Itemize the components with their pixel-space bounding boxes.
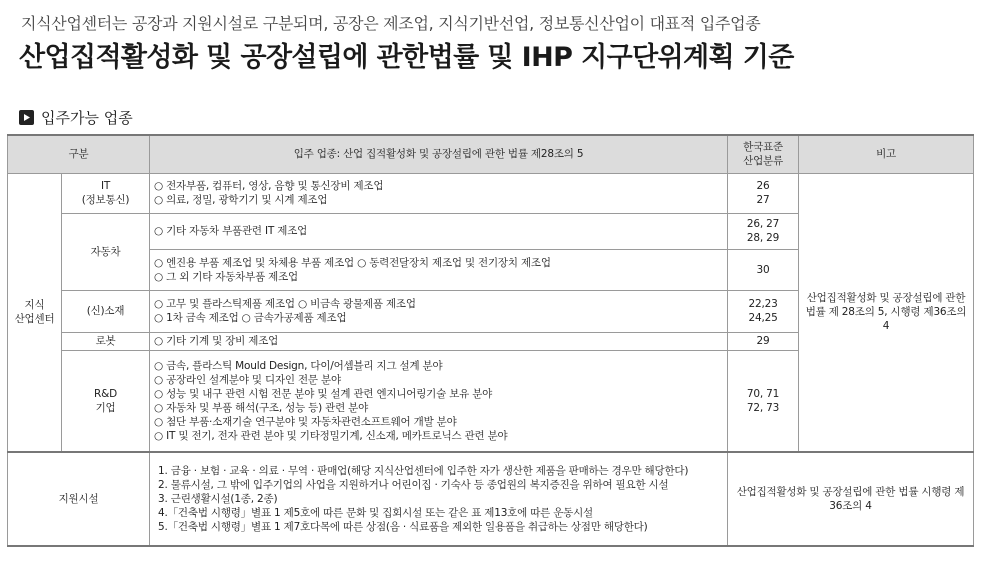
table-row-support — [8, 452, 974, 546]
robot-items — [150, 332, 728, 350]
note-knowledge-center: 산업집적활성화 및 공장설립에 관한 법률 제 28조의 5, 시행령 제36조의 4 — [799, 173, 974, 452]
header-industries: 입주 업종: 산업 집적활성화 및 공장설립에 관한 법률 제28조의 5 — [150, 135, 728, 173]
code: 30 — [756, 263, 770, 276]
it-codes — [728, 173, 799, 213]
group-label-line1: 지식 — [24, 299, 45, 312]
code: 26, 27 — [746, 218, 780, 230]
auto-items-1 — [150, 213, 728, 249]
list-item: ○ 기타 자동차 부품관련 IT 제조업 — [154, 225, 308, 237]
category-rnd-line1: R&D — [94, 388, 117, 400]
section-label: 입주가능 업종 — [41, 109, 133, 127]
table-header-row — [8, 135, 974, 173]
list-item: ○ 고무 및 플라스틱제품 제조업 ○ 비금속 광물제품 제조업 — [154, 298, 416, 310]
group-label-line2: 산업센터 — [14, 313, 55, 326]
list-item: ○ 자동차 및 부품 해석(구조, 성능 등) 관련 분야 — [154, 402, 369, 414]
code: 70, 71 — [746, 388, 780, 400]
code: 29 — [756, 335, 770, 347]
category-it-line2: (정보통신) — [81, 194, 130, 206]
list-item: ○ 그 외 기타 자동차부품 제조업 — [154, 270, 298, 283]
list-item: ○ 의료, 정밀, 광학기기 및 시계 제조업 — [154, 194, 328, 206]
note-support: 산업집적활성화 및 공장설립에 관한 법률 시행령 제36조의 4 — [728, 452, 974, 546]
page-subtitle: 지식산업센터는 공장과 지원시설로 구분되며, 공장은 제조업, 지식기반선업, 정보통신산업이 대표적 입주업종 — [21, 14, 761, 33]
materials-codes — [728, 290, 799, 332]
header-ksic-line2: 산업분류 — [743, 155, 783, 168]
rnd-items — [150, 350, 728, 452]
industry-table — [7, 134, 974, 547]
play-icon — [19, 110, 34, 125]
code: 27 — [756, 194, 770, 206]
auto-codes-1 — [728, 213, 799, 249]
list-item: 5.「건축법 시행령」별표 1 제7호다목에 따른 상점(음 · 식료품을 제외한 일용품을 취급하는 상점만 해당한다) — [158, 521, 648, 533]
table-row-it — [8, 173, 974, 213]
rnd-codes — [728, 350, 799, 452]
list-item: ○ 1차 금속 제조업 ○ 금속가공제품 제조업 — [154, 312, 347, 324]
list-item: 2. 물류시설, 그 밖에 입주기업의 사업을 지원하거나 어린이집 · 기숙사 등 종업원의 복지증진을 위하여 필요한 시설 — [158, 479, 669, 491]
category-rnd — [62, 350, 150, 452]
code: 26 — [756, 180, 770, 192]
code: 28, 29 — [746, 232, 780, 244]
auto-codes-2 — [728, 249, 799, 290]
header-ksic — [728, 135, 799, 173]
category-materials: (신)소재 — [62, 290, 150, 332]
group-knowledge-center — [8, 173, 62, 452]
code: 72, 73 — [746, 402, 780, 414]
header-category: 구분 — [8, 135, 150, 173]
category-it-line1: IT — [100, 180, 111, 192]
it-items — [150, 173, 728, 213]
section-heading — [19, 107, 133, 128]
list-item: ○ IT 및 전기, 전자 관련 분야 및 기타정밀기계, 신소재, 메카트로닉스 관련 분야 — [154, 430, 508, 442]
category-auto: 자동차 — [62, 213, 150, 290]
category-support: 지원시설 — [8, 452, 150, 546]
support-items — [150, 452, 728, 546]
page-title: 산업집적활성화 및 공장설립에 관한법률 및 IHP 지구단위계획 기준 — [19, 42, 794, 73]
category-rnd-line2: 기업 — [95, 402, 116, 414]
list-item: ○ 성능 및 내구 관련 시험 전문 분야 및 설계 관련 엔지니어링기술 보유 분야 — [154, 388, 493, 400]
list-item: 3. 근린생활시설(1종, 2종) — [158, 493, 278, 505]
list-item: 1. 금융 · 보험 · 교육 · 의료 · 무역 · 판매업(해당 지식산업센터에 입주한 자가 생산한 제품을 판매하는 경우만 해당한다) — [158, 465, 689, 477]
category-robot: 로봇 — [62, 332, 150, 350]
header-ksic-line1: 한국표준 — [743, 141, 783, 154]
materials-items — [150, 290, 728, 332]
auto-items-2 — [150, 249, 728, 290]
list-item: ○ 엔진용 부품 제조업 및 차체용 부품 제조업 ○ 동력전달장치 제조업 및 전기장치 제조업 — [154, 256, 551, 269]
category-it — [62, 173, 150, 213]
list-item: ○ 기타 기계 및 장비 제조업 — [154, 335, 279, 347]
list-item: 4.「건축법 시행령」별표 1 제5호에 따른 문화 및 집회시설 또는 같은 표 제13호에 따른 운동시설 — [158, 507, 594, 519]
list-item: ○ 첨단 부품·소재기술 연구분야 및 자동차관련소프트웨어 개발 분야 — [154, 416, 457, 428]
header-note: 비고 — [799, 135, 974, 173]
code: 22,23 — [748, 298, 778, 310]
code: 24,25 — [748, 312, 778, 324]
list-item: ○ 전자부품, 컴퓨터, 영상, 음향 및 통신장비 제조업 — [154, 180, 384, 192]
list-item: ○ 금속, 플라스틱 Mould Design, 다이/어셈블리 지그 설계 분야 — [154, 360, 443, 372]
list-item: ○ 공장라인 설계분야 및 디자인 전문 분야 — [154, 374, 341, 386]
robot-codes — [728, 332, 799, 350]
